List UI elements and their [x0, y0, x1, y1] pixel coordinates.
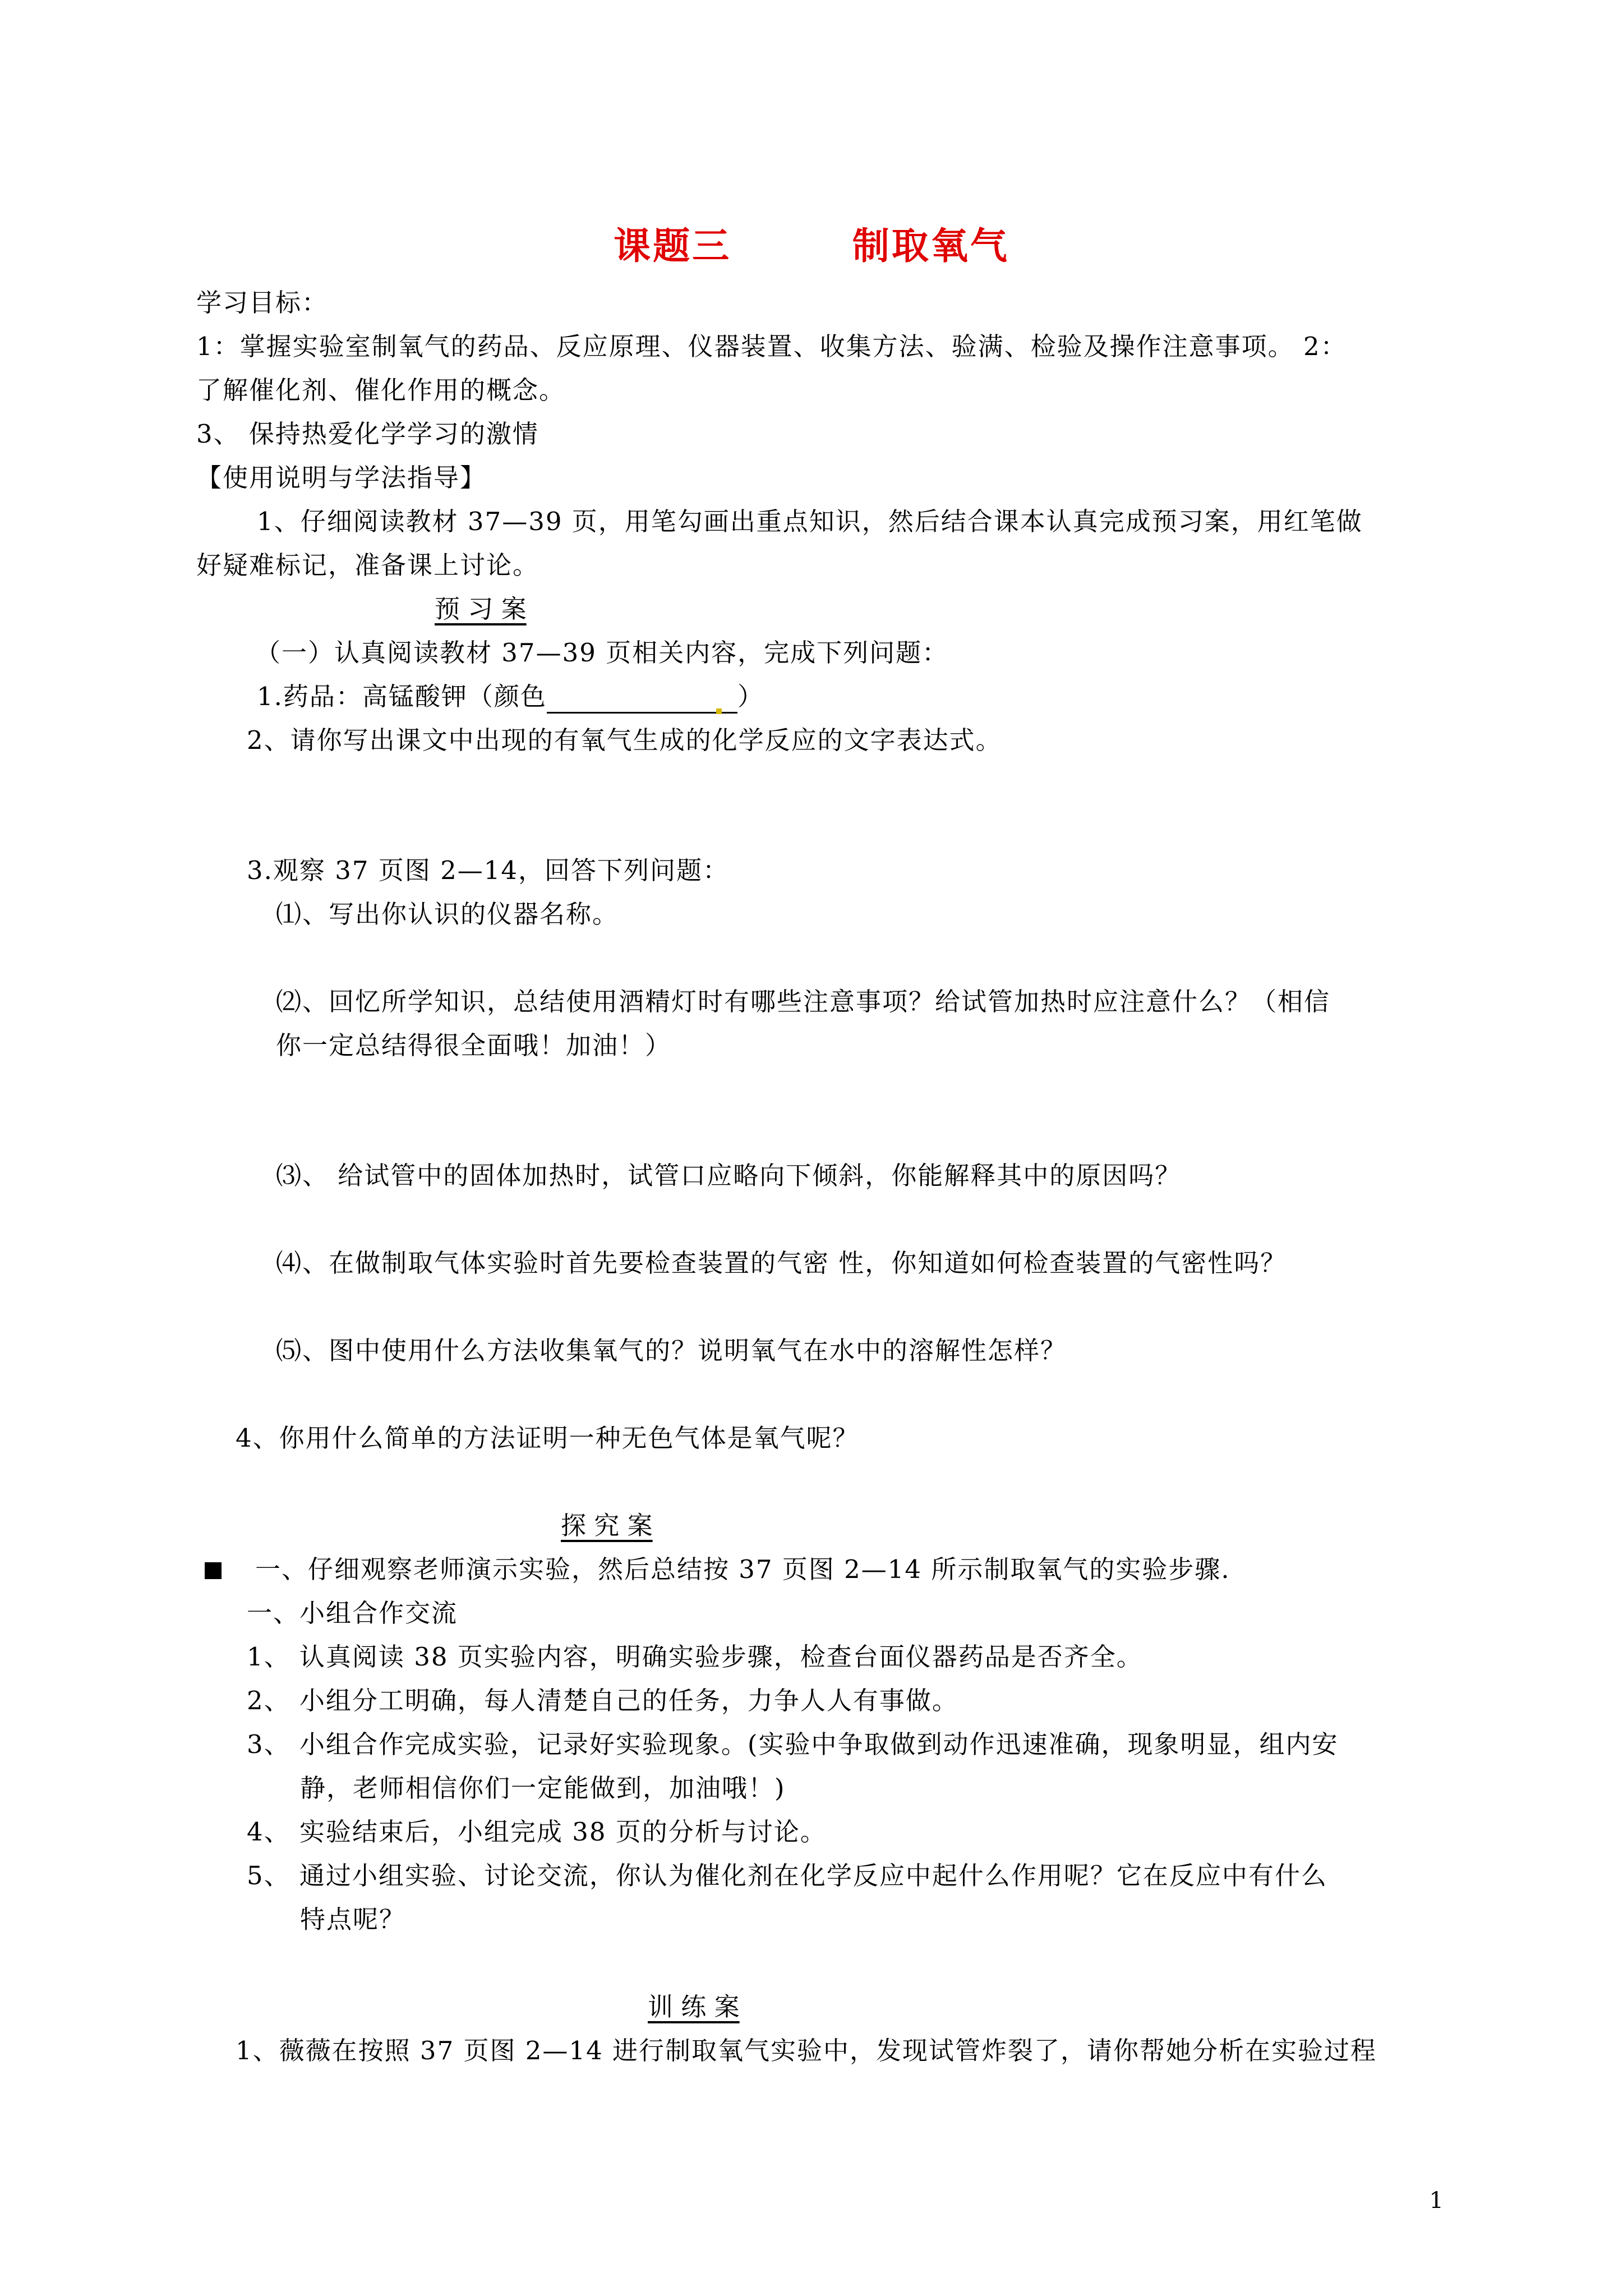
question-1-prefix: 1.药品：高锰酸钾（颜色 [257, 682, 547, 711]
explore-line-1 [205, 1553, 1230, 1586]
explore-item-4: 4、 实验结束后，小组完成 38 页的分析与讨论。 [247, 1817, 827, 1847]
question-3-2-line-1: ⑵、回忆所学知识，总结使用酒精灯时有哪些注意事项？给试管加热时应注意什么？（相信 [276, 987, 1331, 1016]
question-3-5: ⑸、图中使用什么方法收集氧气的？说明氧气在水中的溶解性怎样？ [276, 1336, 1067, 1365]
question-3-4: ⑷、在做制取气体实验时首先要检查装置的气密 性，你知道如何检查装置的气密性吗？ [276, 1248, 1287, 1278]
question-3-3: ⑶、 给试管中的固体加热时，试管口应略向下倾斜，你能解释其中的原因吗？ [276, 1161, 1182, 1190]
guide-heading: 【使用说明与学法指导】 [196, 463, 487, 493]
question-4: 4、你用什么简单的方法证明一种无色气体是氧气呢？ [236, 1423, 859, 1453]
explore-item-3-line-1: 3、 小组合作完成实验，记录好实验现象。(实验中争取做到动作迅速准确，现象明显，组内安 [247, 1729, 1339, 1759]
explore-item-1: 1、 认真阅读 38 页实验内容，明确实验步骤，检查台面仪器药品是否齐全。 [247, 1642, 1143, 1672]
group-heading: 一、小组合作交流 [247, 1598, 458, 1628]
page-number: 1 [1429, 2188, 1444, 2214]
objective-line-2: 了解催化剂、催化作用的概念。 [196, 375, 566, 405]
guide-line-2: 好疑难标记，准备课上讨论。 [196, 550, 540, 580]
guide-line-1: 1、仔细阅读教材 37—39 页，用笔勾画出重点知识，然后结合课本认真完成预习案，用红笔做 [257, 507, 1363, 536]
training-question-1: 1、薇薇在按照 37 页图 2—14 进行制取氧气实验中，发现试管炸裂了，请你帮她分析在实验过程 [236, 2036, 1377, 2065]
explore-heading: 探 究 案 [561, 1511, 653, 1540]
bullet-square-icon [205, 1562, 222, 1579]
explore-item-5-line-2: 特点呢？ [300, 1904, 406, 1934]
highlight-mark [716, 708, 722, 714]
objective-line-3: 3、 保持热爱化学学习的激情 [196, 419, 539, 449]
explore-item-2: 2、 小组分工明确，每人清楚自己的任务，力争人人有事做。 [247, 1686, 958, 1715]
question-3-2-line-2: 你一定总结得很全面哦！加油！） [276, 1030, 672, 1060]
explore-line-1-text: 一、仔细观察老师演示实验，然后总结按 37 页图 2—14 所示制取氧气的实验步骤. [255, 1554, 1230, 1584]
training-heading: 训 练 案 [648, 1992, 740, 2022]
question-3: 3.观察 37 页图 2—14，回答下列问题： [247, 855, 729, 885]
page-title: 课题三 制取氧气 [614, 224, 1009, 268]
preview-intro: （一）认真阅读教材 37—39 页相关内容，完成下列问题： [255, 638, 949, 668]
question-3-1: ⑴、写出你认识的仪器名称。 [276, 899, 619, 929]
question-1-suffix: ） [737, 682, 764, 711]
preview-heading: 预 习 案 [435, 594, 527, 624]
question-1 [257, 680, 764, 714]
question-2: 2、请你写出课文中出现的有氧气生成的化学反应的文字表达式。 [247, 725, 1002, 755]
objectives-heading: 学习目标： [196, 288, 329, 318]
explore-item-3-line-2: 静，老师相信你们一定能做到，加油哦！) [300, 1773, 786, 1803]
explore-item-5-line-1: 5、 通过小组实验、讨论交流，你认为催化剂在化学反应中起什么作用呢？它在反应中有什么 [247, 1861, 1327, 1890]
color-answer-blank[interactable] [547, 687, 737, 714]
objective-line-1: 1：掌握实验室制氧气的药品、反应原理、仪器装置、收集方法、验满、检验及操作注意事项。 2： [196, 332, 1347, 361]
